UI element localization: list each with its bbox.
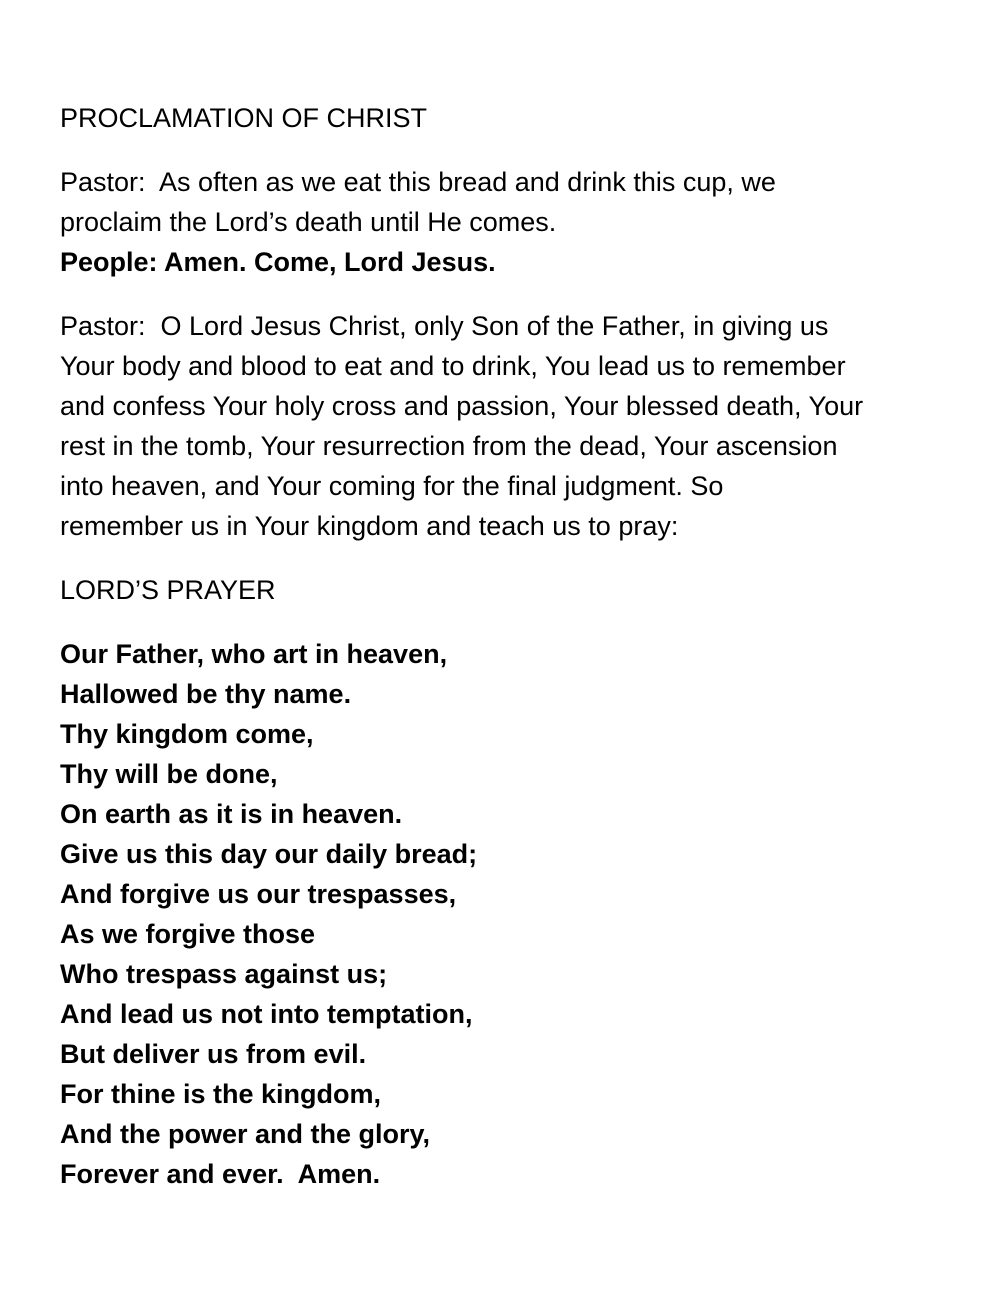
prayer-line: Our Father, who art in heaven, <box>60 639 448 669</box>
pastor-line: rest in the tomb, Your resurrection from the dead, Your ascension <box>60 431 838 461</box>
pastor-line: remember us in Your kingdom and teach us to pray: <box>60 511 679 541</box>
spacer <box>60 282 960 306</box>
pastor-line: proclaim the Lord’s death until He comes. <box>60 207 557 237</box>
prayer-line: And the power and the glory, <box>60 1119 431 1149</box>
prayer-line: For thine is the kingdom, <box>60 1079 382 1109</box>
pastor-prayer <box>60 306 960 546</box>
prayer-line: Hallowed be thy name. <box>60 679 352 709</box>
prayer-line: Forever and ever. Amen. <box>60 1159 381 1189</box>
people-response: People: Amen. Come, Lord Jesus. <box>60 247 496 277</box>
spacer <box>60 610 960 634</box>
pastor-proclamation <box>60 162 960 282</box>
lords-prayer-heading: LORD’S PRAYER <box>60 575 276 605</box>
prayer-line: Thy will be done, <box>60 759 278 789</box>
spacer <box>60 546 960 570</box>
spacer <box>60 138 960 162</box>
pastor-line: and confess Your holy cross and passion, Your blessed death, Your <box>60 391 864 421</box>
prayer-line: And forgive us our trespasses, <box>60 879 457 909</box>
prayer-line: As we forgive those <box>60 919 316 949</box>
lords-prayer-text <box>60 634 960 1194</box>
prayer-line: Thy kingdom come, <box>60 719 314 749</box>
pastor-line: into heaven, and Your coming for the final judgment. So <box>60 471 724 501</box>
document-page <box>60 98 960 1194</box>
prayer-line: But deliver us from evil. <box>60 1039 367 1069</box>
prayer-line: Who trespass against us; <box>60 959 388 989</box>
prayer-line: Give us this day our daily bread; <box>60 839 478 869</box>
pastor-line: Pastor: As often as we eat this bread and drink this cup, we <box>60 167 776 197</box>
pastor-line: Pastor: O Lord Jesus Christ, only Son of the Father, in giving us <box>60 311 829 341</box>
proclamation-heading: PROCLAMATION OF CHRIST <box>60 103 428 133</box>
pastor-line: Your body and blood to eat and to drink, You lead us to remember <box>60 351 846 381</box>
prayer-line: On earth as it is in heaven. <box>60 799 403 829</box>
prayer-line: And lead us not into temptation, <box>60 999 473 1029</box>
